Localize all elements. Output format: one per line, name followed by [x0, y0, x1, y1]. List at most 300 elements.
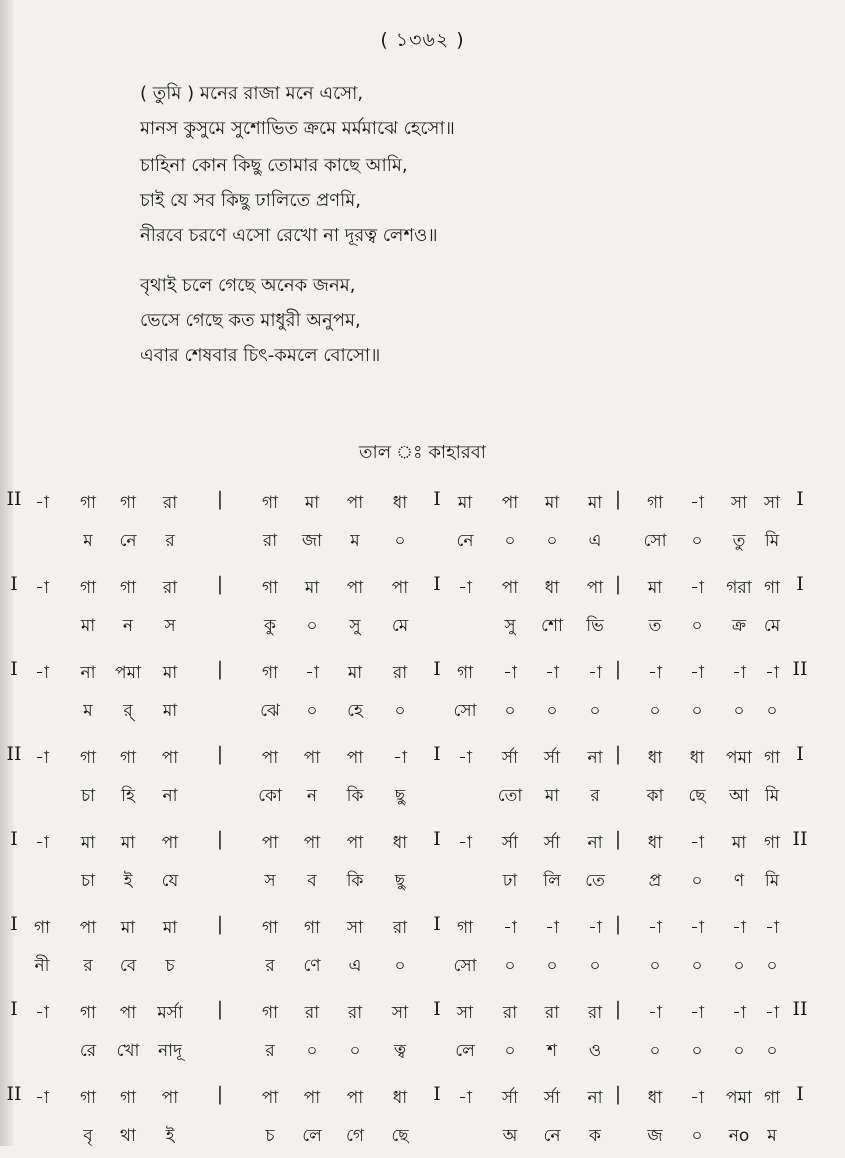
lyric-syllable: চ: [165, 956, 175, 976]
swara-note: -া: [35, 833, 49, 853]
swara-note: ধা: [647, 833, 663, 853]
swara-note: পা: [303, 833, 321, 853]
swara-note: সা: [346, 918, 364, 938]
lyric-syllable: প্র: [648, 871, 662, 891]
lyric-syllable: ০: [306, 616, 318, 636]
lyric-syllable: ০: [691, 531, 703, 551]
swara-note: মর্সা: [157, 1003, 183, 1023]
lyric-syllable: বৃ: [83, 1126, 93, 1146]
lyric-syllable: ০: [691, 616, 703, 636]
swara-note: -া: [458, 578, 472, 598]
lyric-syllable: ই: [123, 871, 133, 891]
swara-note: -া: [765, 1003, 779, 1023]
swara-note: মা: [587, 493, 603, 513]
lyric-syllable: ঝে: [260, 701, 280, 721]
swara-note: -া: [458, 833, 472, 853]
lyric-syllable: মে: [763, 616, 781, 636]
swara-note: সা: [391, 1003, 409, 1023]
swara-note: পমা: [726, 1088, 752, 1108]
lyric-syllable: ০: [589, 701, 601, 721]
start-barline: I: [10, 573, 18, 595]
swara-note: না: [587, 833, 603, 853]
minor-barline: |: [614, 488, 622, 510]
lyric-syllable: জা: [301, 531, 323, 551]
swara-note: র্সা: [501, 1088, 519, 1108]
lyric-syllable: র: [165, 531, 175, 551]
start-barline: I: [10, 658, 18, 680]
swara-note: সা: [456, 1003, 474, 1023]
lyric-syllable: ছে: [391, 1126, 409, 1146]
swara-note: গা: [763, 833, 781, 853]
minor-barline: |: [216, 1083, 224, 1105]
swara-note: -া: [35, 578, 49, 598]
lyric-syllable: ছু: [394, 786, 406, 806]
swara-note: গা: [119, 578, 137, 598]
swara-note: গা: [456, 663, 474, 683]
lyric-syllable: ম: [83, 701, 93, 721]
swara-note: পা: [161, 1088, 179, 1108]
lyric-syllable: ই: [165, 1126, 175, 1146]
minor-barline: |: [614, 1083, 622, 1105]
lyric-syllable: মা: [544, 786, 560, 806]
swara-note: -া: [588, 663, 602, 683]
swara-note: মা: [162, 663, 178, 683]
swara-note: পা: [346, 833, 364, 853]
swara-note: না: [587, 1088, 603, 1108]
lyric-syllable: স: [164, 616, 176, 636]
swara-note: মা: [544, 493, 560, 513]
swara-note: -া: [732, 918, 746, 938]
lyric-syllable: না: [162, 786, 178, 806]
lyric-syllable: ০: [306, 701, 318, 721]
swara-note: ধা: [689, 748, 705, 768]
lyric-syllable: ০: [649, 1041, 661, 1061]
swara-note: রা: [392, 918, 408, 938]
lyric-syllable: তো: [497, 786, 523, 806]
lyric-syllable: স: [264, 871, 276, 891]
swara-note: -া: [305, 663, 319, 683]
lyric-syllable: ০: [766, 1041, 778, 1061]
swara-note: পা: [501, 578, 519, 598]
swara-note: রা: [162, 578, 178, 598]
swara-note: ধা: [544, 578, 560, 598]
lyric-syllable: র: [265, 1041, 275, 1061]
lyric-syllable: ০: [691, 1126, 703, 1146]
swara-note: গা: [261, 918, 279, 938]
lyric-line: এবার শেষবার চিৎ-কমলে বোসো॥: [140, 345, 381, 366]
lyric-syllable: বে: [119, 956, 137, 976]
lyric-syllable: খো: [116, 1041, 140, 1061]
lyric-syllable: লে: [455, 1041, 475, 1061]
swara-note: -া: [503, 663, 517, 683]
lyric-line: ( তুমি ) মনের রাজা মনে এসো,: [140, 83, 364, 104]
lyric-syllable: যে: [161, 871, 179, 891]
swara-note: মা: [347, 663, 363, 683]
start-barline: I: [10, 913, 18, 935]
swara-note: -া: [690, 1088, 704, 1108]
lyric-syllable: মে: [391, 616, 409, 636]
swara-note: -া: [503, 918, 517, 938]
minor-barline: |: [614, 828, 622, 850]
swara-note: ধা: [392, 493, 408, 513]
major-barline: I: [433, 998, 441, 1020]
swara-note: র্সা: [543, 748, 561, 768]
lyric-syllable: ০: [691, 871, 703, 891]
swara-note: ধা: [647, 748, 663, 768]
lyric-syllable: তু: [732, 531, 746, 551]
swara-note: -া: [458, 1088, 472, 1108]
swara-note: মা: [162, 918, 178, 938]
swara-note: পা: [161, 833, 179, 853]
swara-note: পা: [161, 748, 179, 768]
lyric-stanza: [140, 268, 380, 373]
swara-note: র্সা: [543, 833, 561, 853]
swara-note: র্সা: [501, 748, 519, 768]
minor-barline: |: [614, 658, 622, 680]
swara-note: পা: [586, 578, 604, 598]
end-barline: I: [796, 573, 804, 595]
swara-note: -া: [690, 918, 704, 938]
lyric-syllable: নo: [728, 1126, 750, 1146]
swara-note: সা: [730, 493, 748, 513]
swara-note: পা: [346, 1088, 364, 1108]
notation-row: [0, 1073, 845, 1158]
swara-note: গা: [119, 748, 137, 768]
minor-barline: |: [216, 998, 224, 1020]
lyric-syllable: ম: [767, 1126, 777, 1146]
swara-note: মা: [457, 493, 473, 513]
swara-note: গা: [763, 578, 781, 598]
major-barline: I: [433, 573, 441, 595]
swara-note: পা: [119, 1003, 137, 1023]
minor-barline: |: [216, 488, 224, 510]
lyric-syllable: নী: [34, 956, 50, 976]
lyric-syllable: থা: [120, 1126, 136, 1146]
lyric-syllable: ছে: [688, 786, 706, 806]
swara-note: মা: [304, 493, 320, 513]
swara-note: -া: [765, 663, 779, 683]
minor-barline: |: [216, 658, 224, 680]
swara-note: -া: [690, 493, 704, 513]
swara-note: রা: [392, 663, 408, 683]
minor-barline: |: [614, 573, 622, 595]
lyric-syllable: ০: [589, 956, 601, 976]
minor-barline: |: [216, 743, 224, 765]
swara-note: পা: [501, 493, 519, 513]
end-barline: II: [792, 828, 808, 850]
start-barline: II: [6, 1083, 22, 1105]
swara-note: গা: [119, 493, 137, 513]
lyric-syllable: আ: [729, 786, 749, 806]
lyric-syllable: জ: [647, 1126, 663, 1146]
lyric-syllable: কি: [346, 786, 364, 806]
swara-note: পমা: [726, 748, 752, 768]
lyric-syllable: মা: [162, 701, 178, 721]
lyric-line: চাহিনা কোন কিছু তোমার কাছে আমি,: [140, 155, 408, 176]
lyric-syllable: ০: [766, 701, 778, 721]
swara-note: গা: [79, 578, 97, 598]
tala-heading: তাল ঃ কাহারবা: [359, 442, 486, 463]
swara-note: না: [80, 663, 96, 683]
swara-note: -া: [458, 748, 472, 768]
swara-note: রা: [347, 1003, 363, 1023]
swara-note: রা: [304, 1003, 320, 1023]
lyric-syllable: সু: [504, 616, 516, 636]
swara-note: গা: [119, 1088, 137, 1108]
end-barline: I: [796, 488, 804, 510]
swara-note: রা: [587, 1003, 603, 1023]
swara-note: রা: [544, 1003, 560, 1023]
lyric-syllable: ০: [766, 956, 778, 976]
swara-note: গা: [79, 748, 97, 768]
end-barline: I: [796, 1083, 804, 1105]
swara-note: গা: [646, 493, 664, 513]
swara-note: পা: [79, 918, 97, 938]
lyric-syllable: ক: [589, 1126, 601, 1146]
lyric-stanza: [140, 76, 455, 146]
swara-note: -া: [545, 663, 559, 683]
lyric-syllable: লে: [302, 1126, 322, 1146]
swara-note: পা: [346, 578, 364, 598]
lyric-syllable: মি: [764, 786, 780, 806]
notation-row: [0, 648, 845, 733]
notation-row: [0, 988, 845, 1073]
lyric-syllable: এ: [588, 531, 602, 551]
lyric-syllable: ০: [349, 1041, 361, 1061]
swara-note: না: [587, 748, 603, 768]
swara-note: পা: [303, 748, 321, 768]
end-barline: II: [792, 658, 808, 680]
swara-note: র্সা: [543, 1088, 561, 1108]
lyric-syllable: সো: [643, 531, 667, 551]
minor-barline: |: [216, 573, 224, 595]
lyric-syllable: চা: [80, 871, 96, 891]
swara-note: ধা: [647, 1088, 663, 1108]
swara-note: ধা: [392, 833, 408, 853]
swara-note: গা: [79, 1003, 97, 1023]
swaralipi-notation: [0, 478, 845, 1158]
swara-note: পা: [346, 748, 364, 768]
start-barline: I: [10, 828, 18, 850]
minor-barline: |: [216, 913, 224, 935]
swara-note: পা: [261, 833, 279, 853]
swara-note: পা: [391, 578, 409, 598]
swara-note: -া: [35, 663, 49, 683]
swara-note: গা: [79, 493, 97, 513]
lyric-syllable: ০: [691, 701, 703, 721]
start-barline: I: [10, 998, 18, 1020]
lyric-syllable: ০: [504, 956, 516, 976]
lyric-line: বৃথাই চলে গেছে অনেক জনম,: [140, 275, 356, 296]
lyric-line: ভেসে গেছে কত মাধুরী অনুপম,: [140, 310, 361, 331]
swara-note: গা: [303, 918, 321, 938]
swara-note: গা: [763, 748, 781, 768]
swara-note: -া: [690, 1003, 704, 1023]
lyric-syllable: ০: [546, 956, 558, 976]
end-barline: I: [796, 743, 804, 765]
notation-row: [0, 818, 845, 903]
lyric-syllable: নে: [119, 531, 137, 551]
minor-barline: |: [614, 743, 622, 765]
swara-note: গা: [261, 493, 279, 513]
notation-row: [0, 563, 845, 648]
lyric-line: চাই যে সব কিছু ঢালিতে প্রণমি,: [140, 190, 362, 211]
lyric-syllable: ০: [733, 956, 745, 976]
minor-barline: |: [614, 998, 622, 1020]
lyric-syllable: লি: [543, 871, 561, 891]
swara-note: -া: [690, 833, 704, 853]
swara-note: পা: [346, 493, 364, 513]
lyric-syllable: ম: [350, 531, 360, 551]
lyric-syllable: চ: [265, 1126, 275, 1146]
lyric-syllable: তে: [585, 871, 605, 891]
lyric-syllable: ০: [546, 531, 558, 551]
lyric-syllable: কা: [646, 786, 664, 806]
swara-note: রা: [162, 493, 178, 513]
lyric-syllable: মা: [80, 616, 96, 636]
lyric-syllable: ০: [504, 701, 516, 721]
major-barline: I: [433, 743, 441, 765]
lyric-syllable: মি: [764, 871, 780, 891]
swara-note: -া: [35, 1088, 49, 1108]
swara-note: মা: [80, 833, 96, 853]
lyric-syllable: ঢা: [502, 871, 518, 891]
lyric-syllable: ০: [733, 1041, 745, 1061]
swara-note: মা: [120, 833, 136, 853]
swara-note: গা: [79, 1088, 97, 1108]
swara-note: মা: [647, 578, 663, 598]
major-barline: I: [433, 658, 441, 680]
lyric-syllable: ০: [394, 956, 406, 976]
swara-note: -া: [690, 578, 704, 598]
lyric-syllable: হে: [347, 701, 363, 721]
lyric-syllable: ণ: [733, 871, 745, 891]
lyric-syllable: ভি: [586, 616, 604, 636]
swara-note: পা: [261, 1088, 279, 1108]
swara-note: রা: [502, 1003, 518, 1023]
lyric-syllable: গে: [345, 1126, 365, 1146]
swara-note: -া: [35, 748, 49, 768]
swara-note: গা: [33, 918, 51, 938]
lyric-syllable: চা: [80, 786, 96, 806]
lyric-syllable: সু: [349, 616, 361, 636]
lyric-syllable: ০: [504, 1041, 516, 1061]
lyric-syllable: ত: [648, 616, 662, 636]
swara-note: -া: [35, 493, 49, 513]
swara-note: গরা: [726, 578, 752, 598]
notation-row: [0, 903, 845, 988]
lyric-syllable: ০: [649, 701, 661, 721]
lyric-syllable: ০: [394, 531, 406, 551]
lyric-syllable: এ: [348, 956, 362, 976]
swara-note: মা: [731, 833, 747, 853]
lyric-syllable: রে: [79, 1041, 97, 1061]
lyric-syllable: কি: [346, 871, 364, 891]
swara-note: -া: [732, 1003, 746, 1023]
lyric-syllable: নাদূ: [157, 1041, 183, 1061]
lyric-syllable: ০: [504, 531, 516, 551]
swara-note: গা: [261, 578, 279, 598]
lyric-syllable: সো: [453, 956, 477, 976]
start-barline: II: [6, 488, 22, 510]
swara-note: -া: [393, 748, 407, 768]
swara-note: -া: [648, 663, 662, 683]
swara-note: পা: [303, 1088, 321, 1108]
swara-note: -া: [690, 663, 704, 683]
lyric-syllable: র্: [123, 701, 133, 721]
swara-note: র্সা: [501, 833, 519, 853]
lyric-syllable: ০: [733, 701, 745, 721]
lyric-syllable: র: [265, 956, 275, 976]
lyric-syllable: কু: [264, 616, 276, 636]
swara-note: -া: [545, 918, 559, 938]
lyric-syllable: ন: [306, 786, 318, 806]
swara-note: -া: [35, 1003, 49, 1023]
lyric-syllable: নে: [543, 1126, 561, 1146]
swara-note: -া: [588, 918, 602, 938]
swara-note: -া: [732, 663, 746, 683]
end-barline: II: [792, 998, 808, 1020]
lyric-syllable: ০: [649, 956, 661, 976]
swara-note: পমা: [115, 663, 141, 683]
lyric-syllable: র: [83, 956, 93, 976]
lyric-syllable: মি: [764, 531, 780, 551]
swara-note: -া: [765, 918, 779, 938]
notation-row: [0, 478, 845, 563]
lyric-syllable: শ: [546, 1041, 558, 1061]
lyric-syllable: ০: [394, 701, 406, 721]
swara-note: গা: [763, 1088, 781, 1108]
lyric-syllable: ণে: [303, 956, 321, 976]
lyric-syllable: ত্ব: [393, 1041, 407, 1061]
swara-note: গা: [456, 918, 474, 938]
lyric-syllable: ম: [83, 531, 93, 551]
major-barline: I: [433, 828, 441, 850]
lyric-syllable: ০: [691, 956, 703, 976]
page-number: ( ১৩৬২ ): [380, 29, 465, 51]
lyric-syllable: ন: [122, 616, 134, 636]
major-barline: I: [433, 1083, 441, 1105]
swara-note: মা: [120, 918, 136, 938]
lyric-stanza: [140, 148, 438, 253]
lyric-syllable: ০: [546, 701, 558, 721]
lyric-syllable: অ: [502, 1126, 518, 1146]
lyric-syllable: ০: [306, 1041, 318, 1061]
major-barline: I: [433, 913, 441, 935]
lyric-syllable: ব: [307, 871, 317, 891]
swara-note: মা: [304, 578, 320, 598]
lyric-syllable: র: [590, 786, 600, 806]
swara-note: গা: [261, 663, 279, 683]
swara-note: ধা: [392, 1088, 408, 1108]
lyric-syllable: হি: [121, 786, 135, 806]
swara-note: -া: [648, 1003, 662, 1023]
lyric-syllable: ০: [691, 1041, 703, 1061]
swara-note: গা: [261, 1003, 279, 1023]
lyric-line: নীরবে চরণে এসো রেখো না দূরত্ব লেশও॥: [140, 225, 438, 246]
swara-note: পা: [261, 748, 279, 768]
lyric-syllable: নে: [456, 531, 474, 551]
minor-barline: |: [614, 913, 622, 935]
lyric-syllable: রা: [262, 531, 278, 551]
lyric-syllable: শো: [541, 616, 563, 636]
lyric-line: মানস কুসুমে সুশোভিত ক্রমে মর্মমাঝে হেসো॥: [140, 118, 455, 139]
lyric-syllable: ক্র: [731, 616, 747, 636]
lyric-syllable: কো: [258, 786, 282, 806]
swara-note: -া: [648, 918, 662, 938]
swara-note: সা: [763, 493, 781, 513]
lyric-syllable: ও: [588, 1041, 602, 1061]
